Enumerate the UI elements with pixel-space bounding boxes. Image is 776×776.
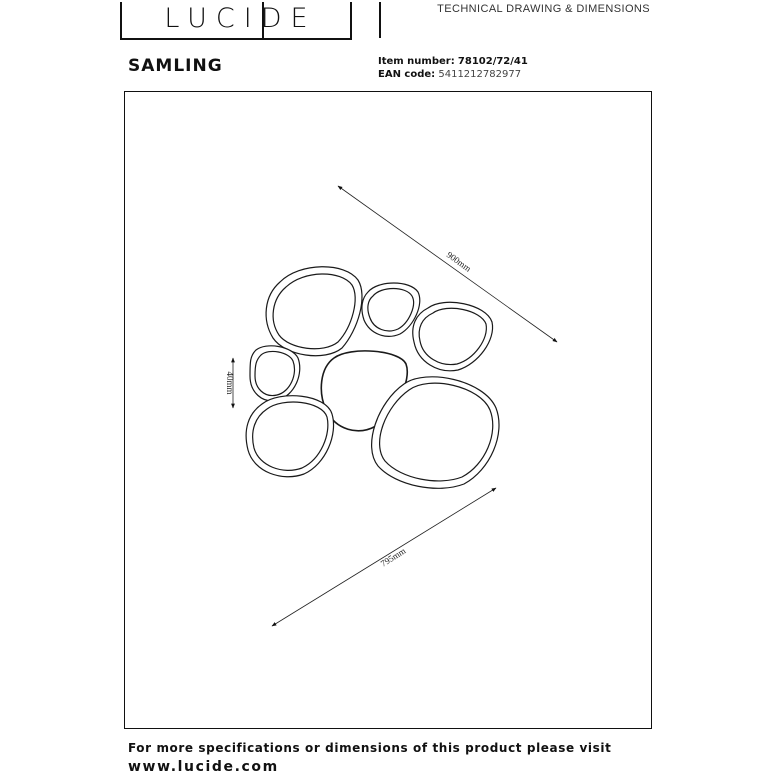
dimension-length-label: 900mm — [444, 249, 473, 274]
pebble-ring — [266, 267, 362, 356]
dimension-height-label: 40mm — [225, 371, 235, 395]
ean-label: EAN code: — [378, 69, 436, 80]
ean-value: 5411212782977 — [438, 69, 522, 80]
document-type: TECHNICAL DRAWING & DIMENSIONS — [437, 3, 650, 15]
pebble-ring — [246, 396, 333, 477]
footer-text: For more specifications or dimensions of this product please visit — [128, 741, 612, 755]
product-name: SAMLING — [128, 56, 223, 76]
item-number-value: 78102/72/41 — [457, 56, 528, 67]
dimension-height — [225, 358, 235, 408]
lamp-outline — [246, 267, 499, 489]
item-number-label: Item number: — [378, 56, 455, 67]
pebble-ring — [250, 346, 300, 401]
dimension-width-label: 795mm — [378, 545, 408, 569]
pebble-ring — [413, 302, 493, 370]
brand-name: LUCIDE — [164, 3, 317, 34]
footer-link[interactable]: www.lucide.com — [128, 759, 279, 775]
dimension-width — [272, 488, 496, 626]
pebble-ring — [362, 283, 420, 336]
